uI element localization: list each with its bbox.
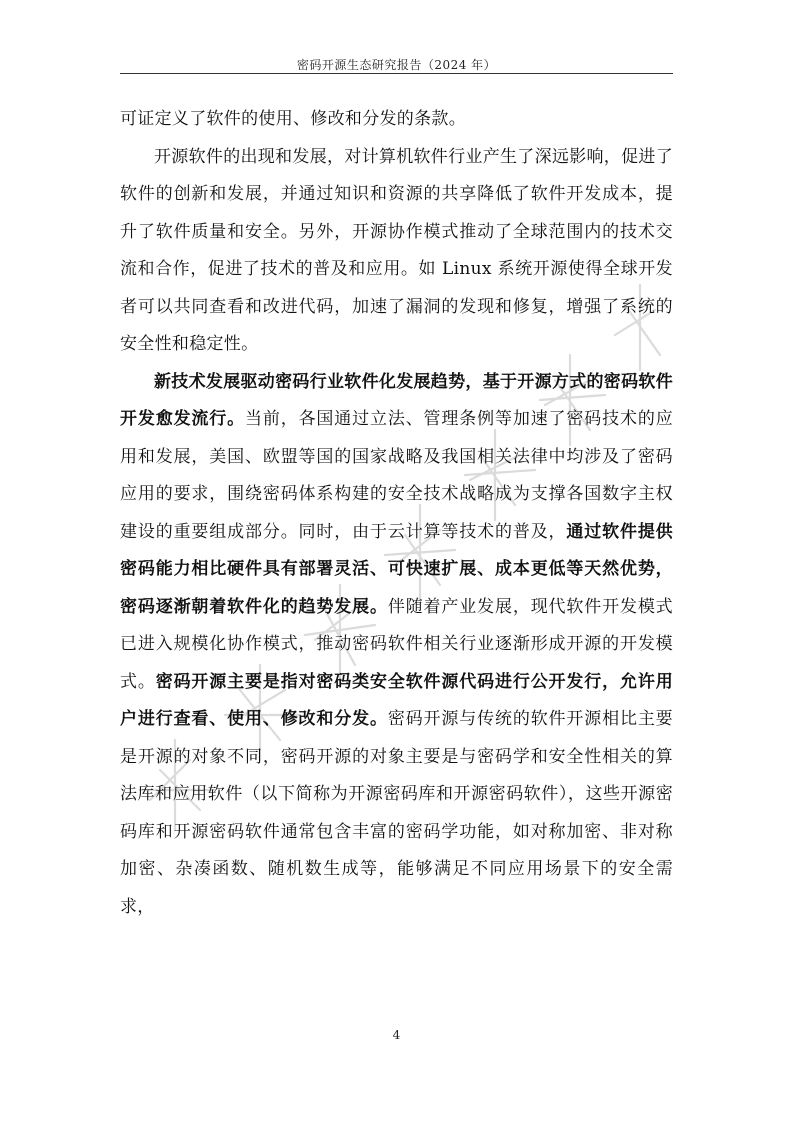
- header-rule: [120, 73, 673, 74]
- paragraph-2: [120, 139, 673, 364]
- paragraph-3-bold-lead: 新技术发展驱动密码行业软件化发展趋势，基于开源方式的密码软件开发愈发流行。: [120, 371, 673, 429]
- paragraph-2-text: 开源软件的出现和发展，对计算机软件行业产生了深远影响，促进了软件的创新和发展，并通过知识和资源的共享降低了软件开发成本，提升了软件质量和安全。另外，开源协作模式推动了全球范围内的技术交流和合作，促进了技术的普及和应用。如 Linux 系统开源使得全球开发者可以共同查看和改进代码，加速了漏洞的发现和修复，增强了系统的安全性和稳定性。: [120, 146, 673, 354]
- paragraph-3-text-c: 伴随着产业发展，现代软件开发模式已进入规模化协作模式，推动密码软件相关行业逐渐形成开源的开发模式。: [120, 596, 673, 692]
- paragraph-3: [120, 364, 673, 927]
- paragraph-3-bold-b: 通过软件提供密码能力相比硬件具有部署灵活、可快速扩展、成本更低等天然优势，密码逐渐朝着软件化的趋势发展。: [120, 521, 673, 617]
- paragraph-1-text: 可证定义了软件的使用、修改和分发的条款。: [120, 109, 466, 129]
- paragraph-3-text-e: 密码开源与传统的软件开源相比主要是开源的对象不同，密码开源的对象主要是与密码学和安全性相关的算法库和应用软件（以下简称为开源密码库和开源密码软件），这些开源密码库和开源密码软件通常包含丰富的密码学功能，如对称加密、非对称加密、杂凑函数、随机数生成等，能够满足不同应用场景下的安全需求，: [120, 709, 673, 917]
- body-text: [120, 101, 673, 926]
- paragraph-3-text-a: 当前，各国通过立法、管理条例等加速了密码技术的应用和发展，美国、欧盟等国的国家战略及我国相关法律中均涉及了密码应用的要求，围绕密码体系构建的安全技术战略成为支撑各国数字主权建设的重要组成部分。同时，由于云计算等技术的普及，: [120, 409, 673, 542]
- paragraph-3-bold-d: 密码开源主要是指对密码类安全软件源代码进行公开发行，允许用户进行查看、使用、修改和分发。: [120, 671, 673, 729]
- page-number: 4: [392, 1028, 401, 1042]
- running-header: 密码开源生态研究报告（2024 年）: [296, 58, 497, 72]
- paragraph-1: [120, 101, 673, 139]
